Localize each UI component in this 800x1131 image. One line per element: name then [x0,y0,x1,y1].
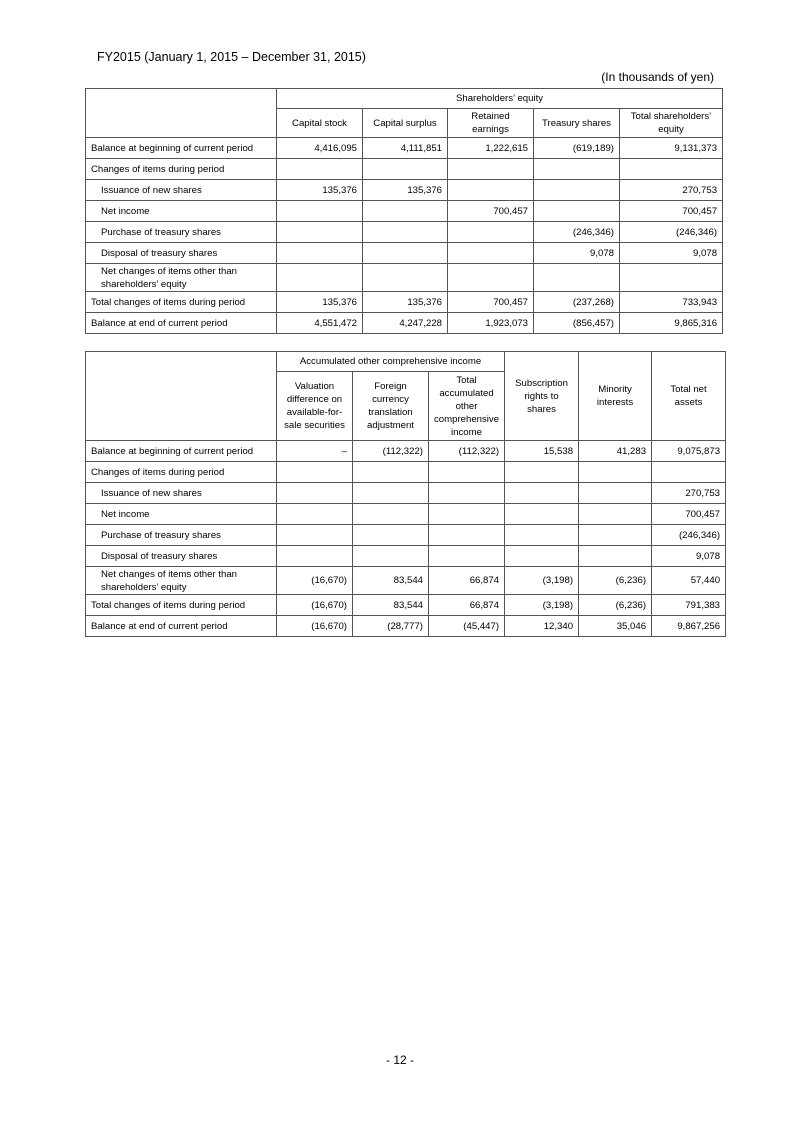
table1-col-header: Retained earnings [448,109,534,138]
table2-col-header: Foreign currency translation adjustment [353,372,429,441]
cell-value: (112,322) [353,441,429,462]
table-row [86,441,726,462]
cell-value: 270,753 [652,483,726,504]
table2-col-header: Total accumulated other comprehensive income [429,372,505,441]
cell-value: 9,131,373 [620,138,723,159]
table1-corner-cell [86,89,277,138]
cell-value: 15,538 [505,441,579,462]
cell-value [353,546,429,567]
cell-value: (246,346) [534,222,620,243]
cell-value [363,243,448,264]
cell-value [448,159,534,180]
cell-value: 35,046 [579,616,652,637]
cell-value: 700,457 [620,201,723,222]
comprehensive-income-table [85,351,726,637]
cell-value: 9,865,316 [620,313,723,334]
cell-value: (6,236) [579,567,652,595]
cell-value: 135,376 [363,180,448,201]
cell-value [353,483,429,504]
cell-value: 9,075,873 [652,441,726,462]
cell-value: (112,322) [429,441,505,462]
table-row [86,264,723,292]
cell-value: 700,457 [448,292,534,313]
table2-col-header: Total net assets [652,352,726,441]
cell-value [505,462,579,483]
cell-value: (16,670) [277,616,353,637]
row-label: Net changes of items other than shareholders’ equity [86,264,277,292]
cell-value: (3,198) [505,595,579,616]
cell-value [277,546,353,567]
table1-group-header: Shareholders’ equity [277,89,723,109]
cell-value [505,546,579,567]
table-row [86,483,726,504]
cell-value: (619,189) [534,138,620,159]
cell-value: 12,340 [505,616,579,637]
cell-value: 1,222,615 [448,138,534,159]
table2-col-header: Subscription rights to shares [505,352,579,441]
cell-value: (16,670) [277,567,353,595]
cell-value: 57,440 [652,567,726,595]
cell-value [277,462,353,483]
cell-value [448,222,534,243]
cell-value [277,159,363,180]
cell-value [429,546,505,567]
cell-value: 135,376 [363,292,448,313]
table-row [86,292,723,313]
table-row [86,595,726,616]
table1-col-header: Total shareholders’ equity [620,109,723,138]
cell-value: 700,457 [652,504,726,525]
row-label: Balance at end of current period [86,313,277,334]
cell-value [277,525,353,546]
cell-value: 41,283 [579,441,652,462]
cell-value [277,201,363,222]
cell-value [620,264,723,292]
cell-value: 9,867,256 [652,616,726,637]
row-label: Total changes of items during period [86,292,277,313]
table-row [86,567,726,595]
cell-value [448,180,534,201]
cell-value: (45,447) [429,616,505,637]
cell-value: 9,078 [652,546,726,567]
cell-value [277,264,363,292]
table-row [86,180,723,201]
cell-value [363,222,448,243]
cell-value: 791,383 [652,595,726,616]
cell-value: 9,078 [534,243,620,264]
cell-value: (28,777) [353,616,429,637]
table-row [86,616,726,637]
row-label: Disposal of treasury shares [86,243,277,264]
cell-value [353,504,429,525]
cell-value [353,462,429,483]
cell-value [579,483,652,504]
row-label: Balance at end of current period [86,616,277,637]
row-label: Net income [86,504,277,525]
row-label: Disposal of treasury shares [86,546,277,567]
cell-value [652,462,726,483]
row-label: Balance at beginning of current period [86,138,277,159]
cell-value: 4,111,851 [363,138,448,159]
cell-value: (246,346) [652,525,726,546]
cell-value [620,159,723,180]
cell-value: 733,943 [620,292,723,313]
row-label: Purchase of treasury shares [86,222,277,243]
shareholders-equity-table [85,88,723,334]
table-row [86,243,723,264]
cell-value: (237,268) [534,292,620,313]
table-row [86,462,726,483]
cell-value: (16,670) [277,595,353,616]
cell-value: 135,376 [277,180,363,201]
row-label: Changes of items during period [86,159,277,180]
cell-value [534,159,620,180]
cell-value [277,483,353,504]
table2-col-header: Valuation difference on available-for-sale securities [277,372,353,441]
cell-value: (856,457) [534,313,620,334]
cell-value [579,504,652,525]
row-label: Net changes of items other than shareholders’ equity [86,567,277,595]
cell-value: 83,544 [353,567,429,595]
table-row [86,222,723,243]
row-label: Balance at beginning of current period [86,441,277,462]
row-label: Total changes of items during period [86,595,277,616]
cell-value: (246,346) [620,222,723,243]
cell-value: 4,416,095 [277,138,363,159]
table-row [86,313,723,334]
table1-col-header: Capital stock [277,109,363,138]
cell-value: 135,376 [277,292,363,313]
cell-value [429,462,505,483]
cell-value: 83,544 [353,595,429,616]
row-label: Issuance of new shares [86,180,277,201]
cell-value: 4,551,472 [277,313,363,334]
cell-value [505,525,579,546]
cell-value: 270,753 [620,180,723,201]
cell-value: 66,874 [429,595,505,616]
cell-value [363,264,448,292]
table-row [86,201,723,222]
table2-col-header: Minority interests [579,352,652,441]
page-number: - 12 - [385,1053,414,1067]
cell-value [579,525,652,546]
cell-value [363,201,448,222]
row-label: Net income [86,201,277,222]
cell-value [448,264,534,292]
statement-title: FY2015 (January 1, 2015 – December 31, 2015) [97,50,366,64]
table1-col-header: Capital surplus [363,109,448,138]
cell-value [579,546,652,567]
cell-value [353,525,429,546]
cell-value: (3,198) [505,567,579,595]
cell-value [429,504,505,525]
cell-value: 66,874 [429,567,505,595]
cell-value [277,504,353,525]
cell-value [505,483,579,504]
cell-value [277,243,363,264]
cell-value [534,201,620,222]
cell-value: 4,247,228 [363,313,448,334]
cell-value [505,504,579,525]
row-label: Changes of items during period [86,462,277,483]
table2-corner-cell [86,352,277,441]
cell-value: 700,457 [448,201,534,222]
table-row [86,525,726,546]
table2-group-header: Accumulated other comprehensive income [277,352,505,372]
cell-value: – [277,441,353,462]
cell-value [448,243,534,264]
cell-value [429,525,505,546]
cell-value: (6,236) [579,595,652,616]
unit-note: (In thousands of yen) [601,70,714,84]
cell-value: 9,078 [620,243,723,264]
table-row [86,159,723,180]
table-row [86,138,723,159]
cell-value [277,222,363,243]
cell-value [534,264,620,292]
cell-value [429,483,505,504]
table-row [86,546,726,567]
table-row [86,504,726,525]
row-label: Issuance of new shares [86,483,277,504]
row-label: Purchase of treasury shares [86,525,277,546]
table1-col-header: Treasury shares [534,109,620,138]
cell-value [579,462,652,483]
cell-value: 1,923,073 [448,313,534,334]
cell-value [534,180,620,201]
cell-value [363,159,448,180]
